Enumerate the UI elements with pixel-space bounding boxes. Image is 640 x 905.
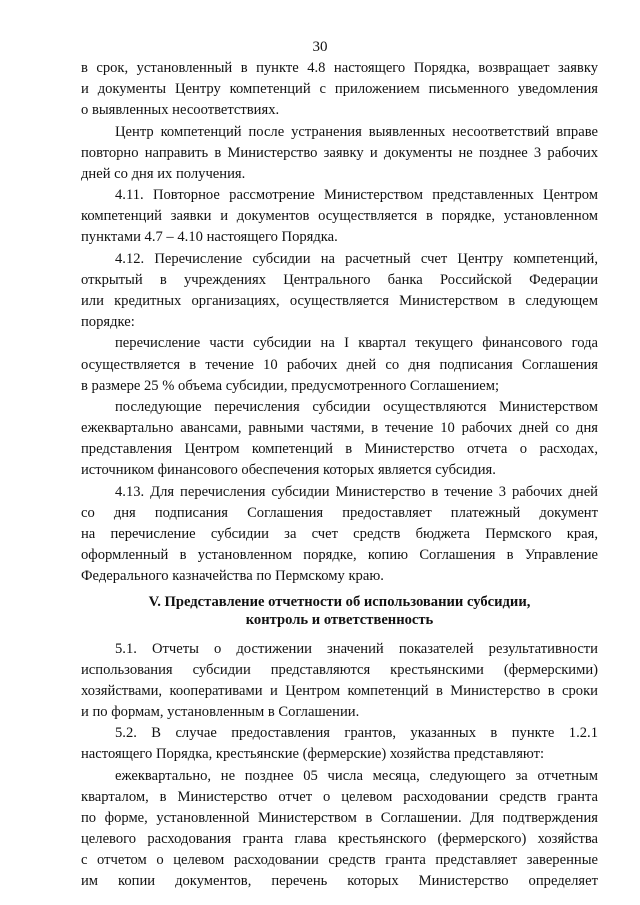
text-line: Центр компетенций после устранения выявленных несоответствий вправе — [115, 124, 598, 140]
text-line: с отчетом о целевом расходовании средств гранта представляет заверенные — [81, 852, 598, 868]
text-line: пунктами 4.7 – 4.10 настоящего Порядка. — [81, 229, 338, 245]
text-line: последующие перечисления субсидии осуществляются Министерством — [115, 399, 598, 415]
text-line: оформленный в установленном порядке, копию Соглашения в Управление — [81, 547, 598, 563]
text-line: о выявленных несоответствиях. — [81, 102, 280, 118]
text-line: 4.11. Повторное рассмотрение Министерством представленных Центром — [115, 187, 598, 203]
text-line: представления Центром компетенций в Министерство отчета о расходах, — [81, 441, 598, 457]
text-line: компетенций заявки и документов осуществляется в порядке, установленном — [81, 208, 598, 224]
text-line: кварталом, в Министерство отчет о целевом расходовании средств гранта — [81, 789, 598, 805]
text-line: или кредитных организациях, осуществляется Министерством в следующем — [81, 293, 598, 309]
text-line: дней со дня их получения. — [81, 166, 246, 182]
text-line: со дня подписания Соглашения предоставляет платежный документ — [81, 505, 598, 521]
section-heading: контроль и ответственность — [245, 612, 434, 628]
text-line: источником финансового обеспечения которых является субсидия. — [81, 462, 496, 478]
text-line: перечисление части субсидии на I квартал текущего финансового года — [115, 335, 598, 351]
text-line: ежеквартально, не позднее 05 числа месяца, следующего за отчетным — [115, 768, 598, 784]
page-number: 30 — [312, 39, 328, 55]
text-line: ежеквартально авансами, равными частями, в течение 10 рабочих дней со дня — [81, 420, 598, 436]
text-line: 4.13. Для перечисления субсидии Министерство в течение 3 рабочих дней — [115, 484, 598, 500]
text-line: в размере 25 % объема субсидии, предусмотренного Соглашением; — [81, 378, 500, 394]
text-line: и документы Центру компетенций с приложением письменного уведомления — [81, 81, 598, 97]
text-line: на перечисление субсидии за счет средств бюджета Пермского края, — [81, 526, 598, 542]
text-line: по форме, установленной Министерством в Соглашении. Для подтверждения — [81, 810, 598, 826]
text-line: открытый в учреждениях Центрального банка Российской Федерации — [81, 272, 598, 288]
text-line: и по формам, установленным в Соглашении. — [81, 704, 360, 720]
text-line: в срок, установленный в пункте 4.8 настоящего Порядка, возвращает заявку — [81, 60, 598, 76]
text-line: им копии документов, перечень которых Министерство определяет — [81, 873, 598, 889]
text-line: порядке: — [81, 314, 135, 330]
text-line: 5.2. В случае предоставления грантов, указанных в пункте 1.2.1 — [115, 725, 598, 741]
text-line: 5.1. Отчеты о достижении значений показателей результативности — [115, 641, 598, 657]
text-line: повторно направить в Министерство заявку и документы не позднее 3 рабочих — [81, 145, 598, 161]
section-heading: V. Представление отчетности об использовании субсидии, — [148, 594, 531, 610]
text-line: 4.12. Перечисление субсидии на расчетный счет Центру компетенций, — [115, 251, 598, 267]
text-line: Федерального казначейства по Пермскому краю. — [81, 568, 384, 584]
text-line: целевого расходования гранта глава крестьянского (фермерского) хозяйства — [81, 831, 598, 847]
text-line: настоящего Порядка, крестьянские (фермерские) хозяйства представляют: — [81, 746, 545, 762]
text-line: использования субсидии представляются крестьянскими (фермерскими) — [81, 662, 598, 678]
text-line: хозяйствами, кооперативами и Центром компетенций в Министерство в сроки — [81, 683, 598, 699]
text-line: осуществляется в течение 10 рабочих дней со дня подписания Соглашения — [81, 357, 598, 373]
